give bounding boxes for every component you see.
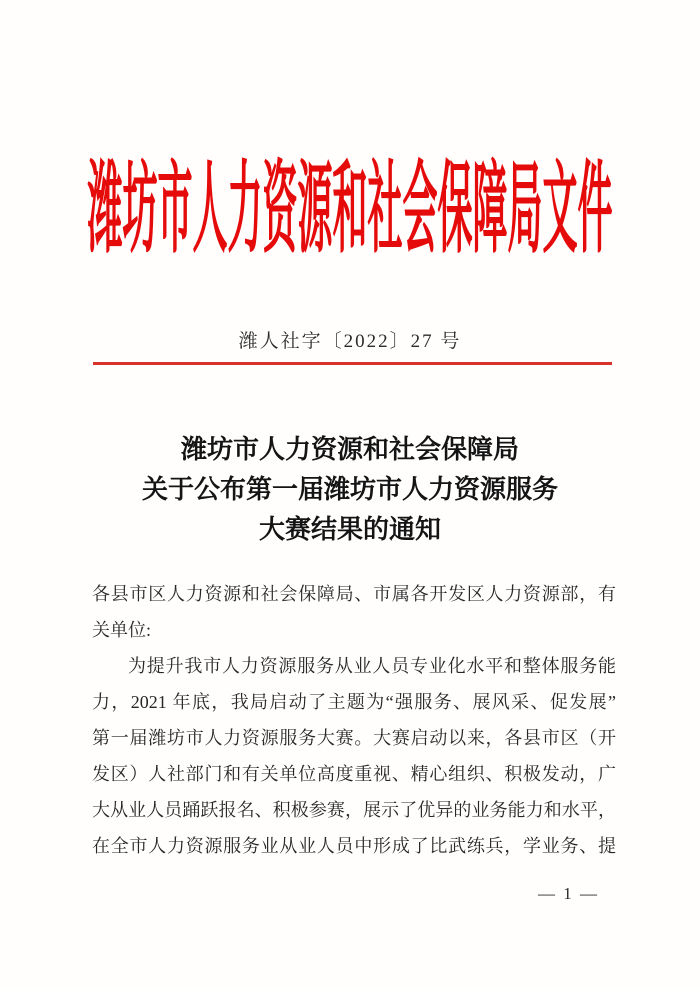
red-separator-rule bbox=[93, 362, 612, 365]
body-line-5: 第一届潍坊市人力资源服务大赛。大赛启动以来，各县市区（开 bbox=[92, 728, 616, 748]
body-line-7: 大从业人员踊跃报名、积极参赛，展示了优异的业务能力和水平， bbox=[92, 800, 616, 820]
body-line-2: 关单位: bbox=[92, 620, 152, 640]
body-line-8: 在全市人力资源服务业从业人员中形成了比武练兵，学业务、提 bbox=[92, 836, 616, 856]
title-line-1: 潍坊市人力资源和社会保障局 bbox=[180, 435, 519, 464]
document-number: 潍人社字〔2022〕27 号 bbox=[238, 331, 462, 352]
title-line-3: 大赛结果的通知 bbox=[258, 515, 441, 544]
title-line-2: 关于公布第一届潍坊市人力资源服务 bbox=[141, 475, 558, 504]
body-line-4: 力，2021 年底，我局启动了主题为“强服务、展风采、促发展” bbox=[92, 692, 616, 712]
body-text bbox=[92, 576, 616, 864]
page-number: — 1 — bbox=[538, 884, 599, 903]
agency-header bbox=[0, 156, 700, 264]
document-title bbox=[0, 430, 700, 550]
agency-header-text: 潍坊市人力资源和社会保障局文件 bbox=[87, 154, 613, 265]
body-line-6: 发区）人社部门和有关单位高度重视、精心组织、积极发动，广 bbox=[92, 764, 616, 784]
body-line-3: 为提升我市人力资源服务从业人员专业化水平和整体服务能 bbox=[128, 656, 616, 676]
body-line-1: 各县市区人力资源和社会保障局、市属各开发区人力资源部，有 bbox=[92, 584, 616, 604]
